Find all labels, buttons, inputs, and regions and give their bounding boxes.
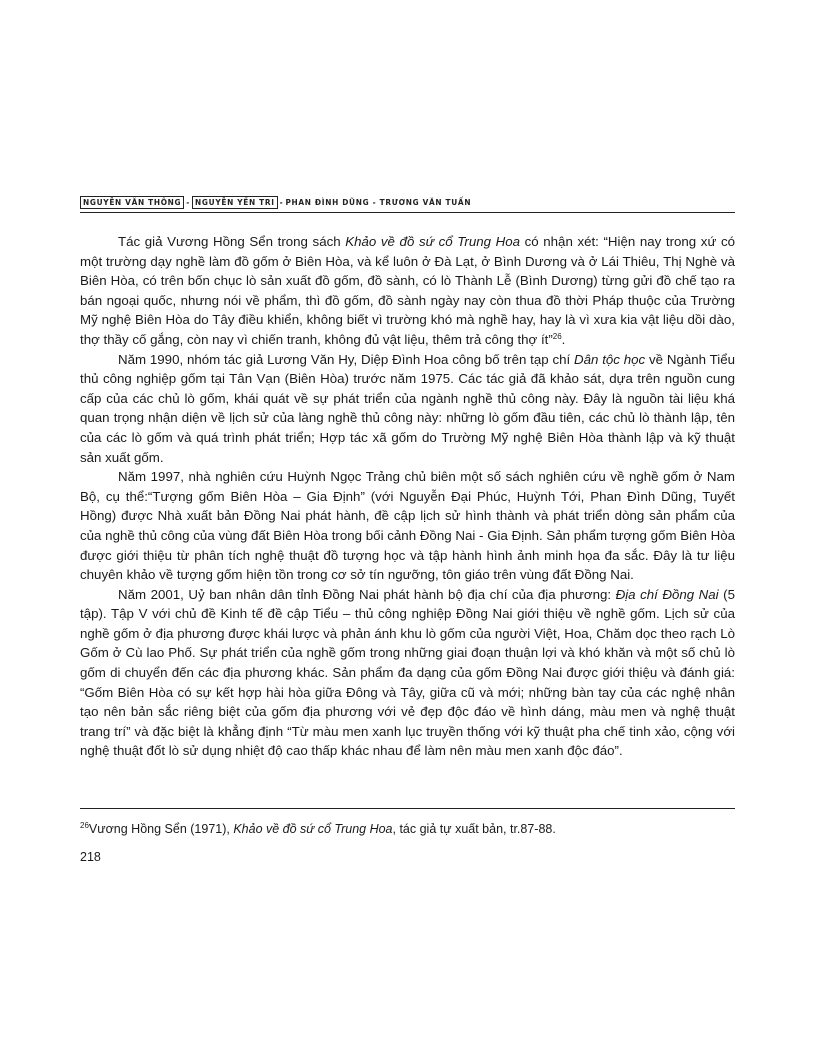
- footnote-ref: 26: [552, 331, 562, 341]
- page-number: 218: [80, 850, 101, 864]
- header-author-1: NGUYỄN VĂN THÔNG: [80, 196, 184, 209]
- header-separator: -: [279, 197, 284, 207]
- book-title: Địa chí Đồng Nai: [615, 586, 719, 602]
- paragraph-3: Năm 1997, nhà nghiên cứu Huỳnh Ngọc Trảng chủ biên một số sách nghiên cứu về nghề gốm ở Nam Bộ, cụ thể:“Tượng gốm Biên Hòa – Gia Định” (với Nguyễn Đại Phúc, Huỳnh Tới, Phan Đình Dũng, Tuyết Hồng) được Nhà xuất bản Đồng Nai phát hành, đề cập lịch sử hình thành và phát triển dòng sản phẩm của của nghề thủ công của vùng đất Biên Hòa trong bối cảnh Đồng Nai - Gia Định. Sản phẩm tượng gốm Biên Hòa được giới thiệu từ phân tích nghệ thuật đồ tượng học và tập hành hình ảnh minh họa đa sắc. Đây là tư liệu chuyên khảo về tượng gốm hiện tồn trong cơ sở tín ngưỡng, tôn giáo trên vùng đất Đồng Nai.: [80, 469, 735, 583]
- footnote-book-title: Khảo về đồ sứ cổ Trung Hoa: [233, 822, 393, 836]
- paragraph-1: Tác giả Vương Hồng Sển trong sách Khảo về đồ sứ cổ Trung Hoa có nhận xét: “Hiện nay trong xứ có một trường dạy nghề làm đồ gốm ở Biên Hòa, và kể luôn ở Đà Lạt, ở Bình Dương và ở Lái Thiêu, Thị Nghè và Biên Hòa, có trên bốn chục lò sản xuất đồ gốm, đồ sành, có lò Thành Lễ (Bình Dương) từng gửi đồ chế tạo ra bán ngoại quốc, nhưng nói về phẩm, thì đồ gốm, đồ sành ngày nay còn thua đồ thời Pháp thuộc của Trường Mỹ nghệ Biên Hòa do Tây điều khiển, không biết vì trường khó mà nghề hay, hay là vì xưa kia vật liệu dồi dào, thợ thầy cố gắng, còn nay vì chiến tranh, không đủ vật liệu, thêm trả công thợ ít”$^{26}$.: [80, 234, 735, 347]
- header-author-2: NGUYỄN YẾN TRI: [192, 196, 278, 209]
- header-other-authors: PHAN ĐÌNH DŨNG - TRƯƠNG VĂN TUẤN: [285, 197, 472, 207]
- footnote-divider: [80, 808, 735, 809]
- paragraph-2: Năm 1990, nhóm tác giả Lương Văn Hy, Diệp Đình Hoa công bố trên tạp chí Dân tộc học về Ngành Tiểu thủ công nghiệp gốm tại Tân Vạn (Biên Hòa) trước năm 1975. Các tác giả đã khảo sát, dựa trên nguồn cung cấp của các chủ lò gốm, khái quát về sự phát triển của ngành nghề thủ công này. Đây là nguồn tài liệu khá quan trọng nhận diện về lịch sử của làng nghề thủ công này: những lò gốm đầu tiên, các chủ lò thành lập, tên của các lò gốm và quá trình phát triển; Hợp tác xã gốm do Trường Mỹ nghệ Biên Hòa thành lập và kỹ thuật sản xuất gốm.: [80, 351, 735, 465]
- running-header: [80, 196, 735, 213]
- journal-title: Dân tộc học: [574, 351, 646, 367]
- book-title: Khảo về đồ sứ cổ Trung Hoa: [345, 234, 521, 249]
- body-text: [80, 232, 735, 761]
- footnote-number: 26: [80, 821, 89, 830]
- footnote: $^{26}$Vương Hồng Sển (1971), Khảo về đồ sứ cổ Trung Hoa, tác giả tự xuất bản, tr.87-88.: [80, 821, 556, 836]
- header-separator: -: [186, 197, 191, 207]
- paragraph-4: Năm 2001, Uỷ ban nhân dân tỉnh Đồng Nai phát hành bộ địa chí của địa phương: Địa chí Đồng Nai (5 tập). Tập V với chủ đề Kinh tế đề cập Tiểu – thủ công nghiệp Đồng Nai giới thiệu về nghề gốm. Lịch sử của nghề gốm ở địa phương được khái lược và phản ánh khu lò gốm của người Việt, Hoa, Chăm dọc theo rạch Lò Gốm ở Cù lao Phố. Sự phát triển của nghề gốm trong những giai đoạn thuận lợi và khó khăn và một số chủ lò gốm di chuyển đến các địa phương khác. Sản phẩm đa dạng của gốm Đồng Nai được giới thiệu và đánh giá: “Gốm Biên Hòa có sự kết hợp hài hòa giữa Đông và Tây, giữa cũ và mới; những bàn tay của các nghệ nhân tạo nên bản sắc riêng biệt của gốm địa phương với vẻ đẹp độc đáo về hình dáng, màu men và nghệ thuật trang trí” và đặc biệt là khẳng định “Từ màu men xanh lục truyền thống với kỹ thuật pha chế tinh xảo, cộng với nghệ thuật đốt lò sử dụng nhiệt độ cao thấp khác nhau để làm nên màu men xanh độc đáo”.: [80, 586, 735, 759]
